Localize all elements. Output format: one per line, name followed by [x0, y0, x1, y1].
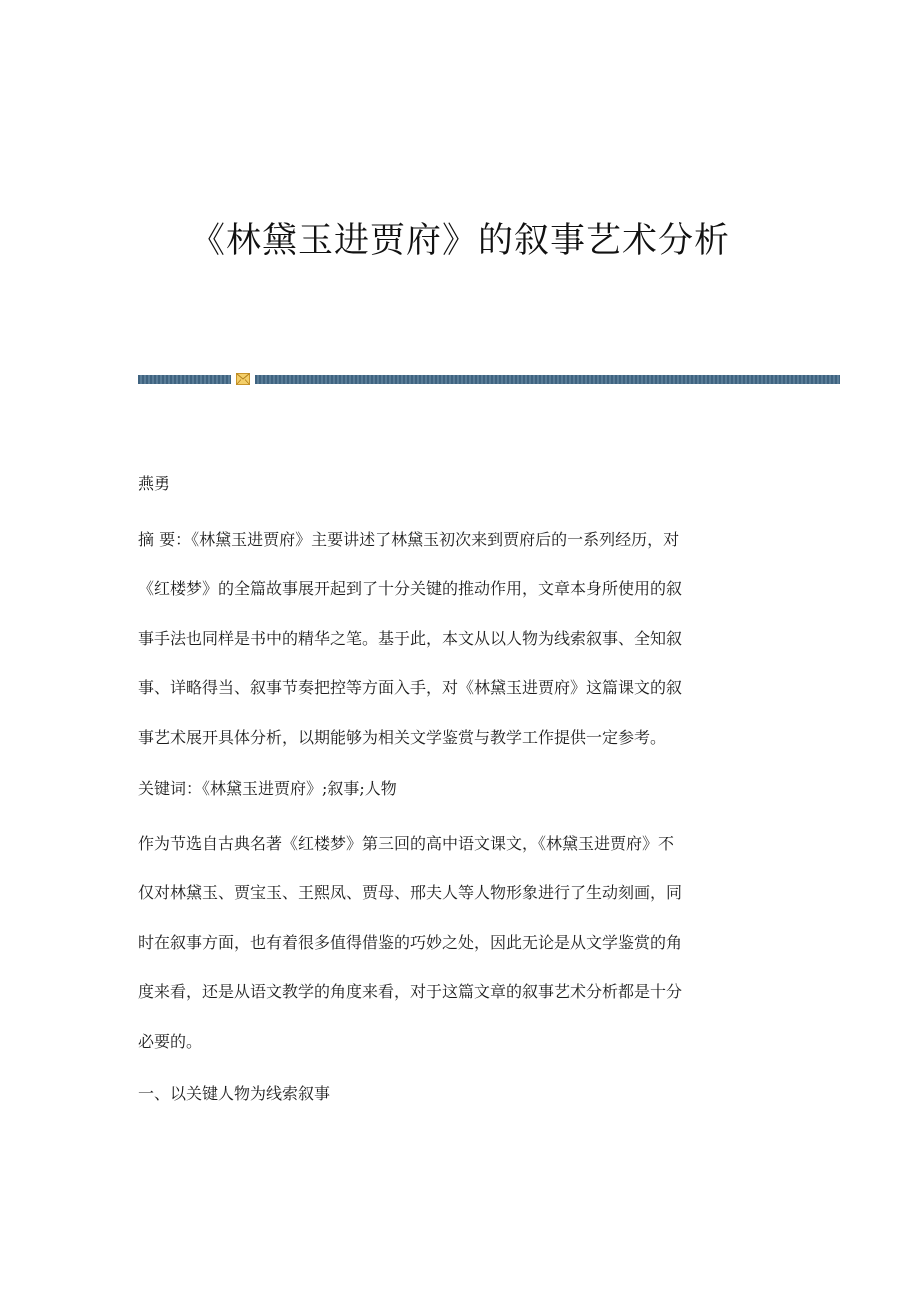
- divider-ornament-icon: [236, 373, 250, 385]
- keywords-line: 关键词：《林黛玉进贾府》;叙事;人物: [138, 779, 397, 798]
- abstract-line: 摘 要：《林黛玉进贾府》主要讲述了林黛玉初次来到贾府后的一系列经历，对: [138, 530, 680, 549]
- intro-line: 时在叙事方面，也有着很多值得借鉴的巧妙之处，因此无论是从文学鉴赏的角: [138, 933, 683, 952]
- divider-bar-right: [255, 375, 840, 384]
- section-heading: 一、以关键人物为线索叙事: [138, 1084, 331, 1103]
- document-title: 《林黛玉进贾府》的叙事艺术分析: [189, 221, 730, 261]
- intro-line: 度来看，还是从语文教学的角度来看，对于这篇文章的叙事艺术分析都是十分: [138, 982, 683, 1001]
- abstract-line: 事艺术展开具体分析，以期能够为相关文学鉴赏与教学工作提供一定参考。: [138, 728, 667, 747]
- intro-line: 作为节选自古典名著《红楼梦》第三回的高中语文课文，《林黛玉进贾府》不: [138, 834, 675, 853]
- abstract-line: 事手法也同样是书中的精华之笔。基于此，本文从以人物为线索叙事、全知叙: [138, 629, 683, 648]
- intro-line: 必要的。: [138, 1032, 203, 1051]
- intro-line: 仅对林黛玉、贾宝玉、王熙凤、贾母、邢夫人等人物形象进行了生动刻画，同: [138, 883, 683, 902]
- abstract-line: 《红楼梦》的全篇故事展开起到了十分关键的推动作用，文章本身所使用的叙: [138, 579, 683, 598]
- author-name: 燕勇: [138, 474, 171, 493]
- title-divider: [138, 375, 840, 384]
- divider-bar-left: [138, 375, 231, 384]
- abstract-line: 事、详略得当、叙事节奏把控等方面入手，对《林黛玉进贾府》这篇课文的叙: [138, 678, 683, 697]
